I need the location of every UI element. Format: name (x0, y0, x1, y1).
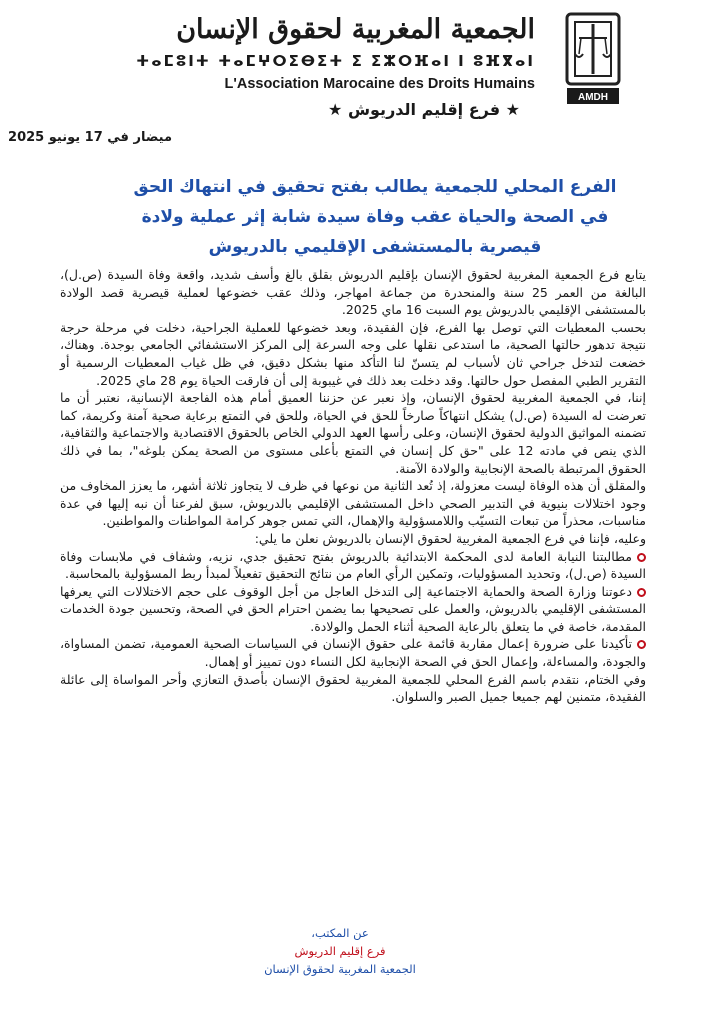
list-item (60, 583, 646, 636)
paragraph: إننا، في الجمعية المغربية لحقوق الإنسان، وإذ نعبر عن حزننا العميق أمام هذه الفاجعة الإنسانية، نعتبر أن ما تعرضت له السيدة (ص.ل) يشكل انتهاكاً صارخاً للحق في الحياة، وللحق في التمتع برعاية صحية آمنة وكريمة، كما تضمنه المواثيق الدولية لحقوق الإنسان، وعلى رأسها العهد الدولي الخاص بالحقوق الاقتصادية والاجتماعية والثقافية، الذي ينص في مادته 12 على "حق كل إنسان في التمتع بأعلى مستوى من الصحة يمكن بلوغه"، بما في ذلك الحقوق المرتبطة بالصحة الإنجابية والولادة الآمنة. (60, 390, 647, 476)
signature-line: عن المكتب، (311, 926, 369, 940)
logo-text: AMDH (578, 92, 608, 103)
bullet-circle-icon (637, 640, 646, 649)
paragraph: والمقلق أن هذه الوفاة ليست معزولة، إذ تُعد الثانية من نوعها في ظرف لا يتجاوز ثلاثة أشهر، ما يعزز المخاوف من وجود اختلالات بنيوية في التدبير الصحي داخل المستشفى الإقليمي بالدريوش، سبق لفرعنا أن نبه إليها في عدة مناسبات، محذراً من تبعات التسيّب واللامسؤولية والإهمال، التي تمس جوهر كرامة المواطنات والمواطنين. (60, 478, 646, 529)
paragraph: وعليه، فإننا في فرع الجمعية المغربية لحقوق الإنسان بالدريوش نعلن ما يلي: (254, 530, 646, 546)
list-item-text: مطالبتنا النيابة العامة لدى المحكمة الابتدائية بالدريوش بفتح تحقيق جدي، نزيه، وشفاف في ملابسات وفاة السيدة (ص.ل)، وتحديد المسؤوليات، وتمكين الرأي العام من نتائج التحقيق تفعيلاً لمبدأ ربط المسؤولية بالمحاسبة. (60, 548, 646, 582)
list-item (60, 548, 646, 583)
closing-paragraph: وفي الختام، نتقدم باسم الفرع المحلي للجمعية المغربية لحقوق الإنسان بأصدق التعازي وأحر المواساة إلى عائلة الفقيدة، متمنين لهم جميعا جميل الصبر والسلوان. (60, 671, 646, 705)
paragraph: بحسب المعطيات التي توصل بها الفرع، فإن الفقيدة، وبعد خضوعها للعملية الجراحية، دخلت في مرحلة حرجة نتيجة تدهور حالتها الصحية، ما استدعى نقلها على وجه السرعة إلى المركز الاستشفائي الجامعي بوجدة. وهناك، خضعت لتدخل جراحي ثان لأسباب لم يتسنّ لنا التأكد منها بشكل دقيق، في ظل غياب المعطيات الرسمية أو التقرير الطبي المفصل حول حالتها. وقد دخلت بعد ذلك في غيبوبة إلى أن فارقت الحياة يوم 28 ماي 2025. (60, 319, 646, 388)
signature-line: الجمعية المغربية لحقوق الإنسان (264, 962, 416, 976)
signature-line: فرع إقليم الدريوش (294, 944, 386, 958)
list-item (60, 635, 646, 670)
amdh-logo-icon (545, 10, 640, 110)
list-item-text: دعوتنا وزارة الصحة والحماية الاجتماعية إلى التدخل العاجل من أجل الوقوف على حجم الاختلالات التي يعرفها المستشفى الإقليمي بالدريوش، والعمل على تصحيحها بما يضمن احترام الحق في الصحة، وتحسين جودة الخدمات المقدمة، خاصة في ما يتعلق بالرعاية الصحية أثناء الحمل والولادة. (60, 583, 646, 634)
org-name-tifinagh: ⵜⴰⵎⵓⵏⵜ ⵜⴰⵎⵖⵔⵉⴱⵉⵜ ⵉ ⵉⵣⵔⴼⴰⵏ ⵏ ⵓⴼⴳⴰⵏ (136, 52, 535, 70)
document-title: الفرع المحلي للجمعية يطالب بفتح تحقيق في انتهاك الحق في الصحة والحياة عقب وفاة سيدة شابة إثر عملية ولادة قيصرية بالمستشفى الإقليمي بالدريوش (133, 177, 617, 257)
branch-name: ★ فرع إقليم الدريوش ★ (328, 100, 520, 119)
org-name-french: L'Association Marocaine des Droits Humains (224, 76, 535, 92)
signature-block (200, 924, 480, 978)
letterhead (60, 10, 640, 120)
org-name-arabic: الجمعية المغربية لحقوق الإنسان (176, 14, 535, 45)
bullet-circle-icon (637, 588, 646, 597)
bullet-circle-icon (637, 553, 646, 562)
paragraph: يتابع فرع الجمعية المغربية لحقوق الإنسان بإقليم الدريوش بقلق بالغ وأسف شديد، واقعة وفاة السيدة (ص.ل)، البالغة من العمر 25 سنة والمنحدرة من جماعة امهاجر، وذلك عقب خضوعها لعملية قيصرية قصد الولادة بالمستشفى الإقليمي بالدريوش يوم السبت 16 ماي 2025. (60, 267, 646, 318)
list-item-text: تأكيدنا على ضرورة إعمال مقاربة قائمة على حقوق الإنسان في السياسات الصحية العمومية، تضمن المساواة، والجودة، والمساءلة، وإعمال الحق في الصحة الإنجابية لكل النساء دون تمييز أو إهمال. (60, 636, 646, 670)
document-body (60, 266, 646, 706)
document-date: ميضار في 17 يونيو 2025 (8, 130, 172, 145)
